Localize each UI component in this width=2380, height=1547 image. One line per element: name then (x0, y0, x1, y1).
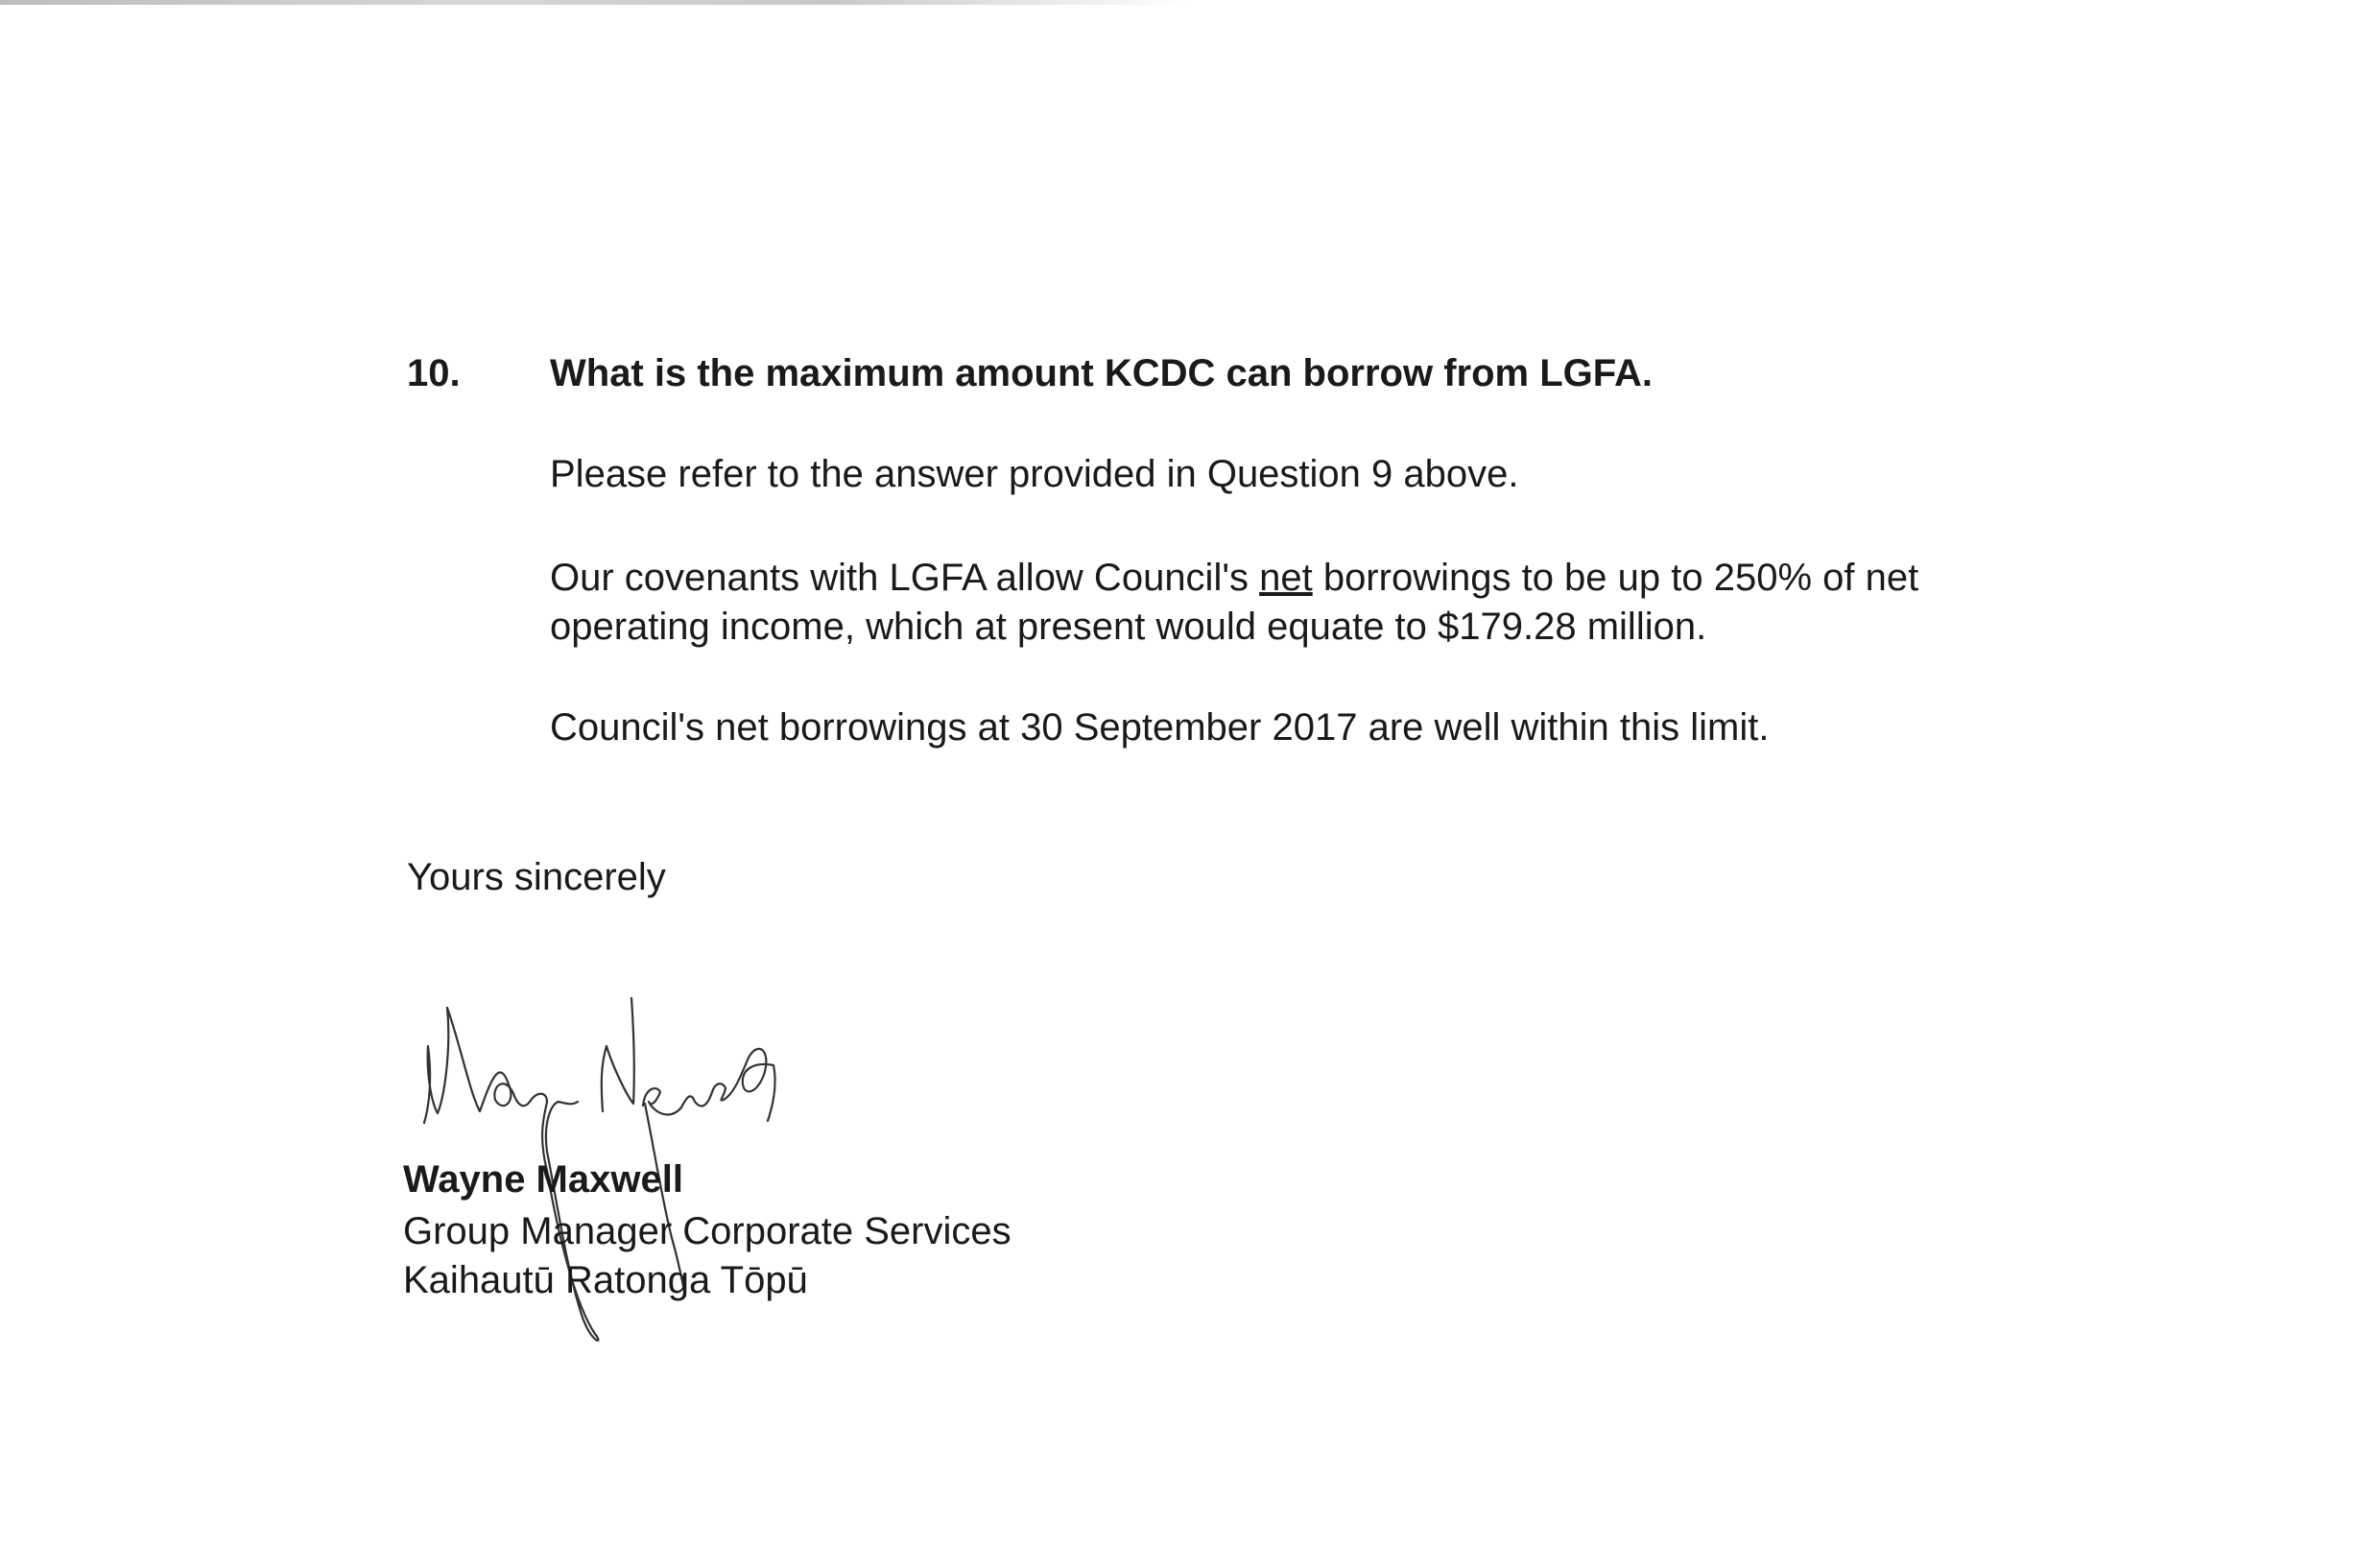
answer-paragraph-2-line-1 (550, 553, 1918, 603)
answer-paragraph-1: Please refer to the answer provided in Question 9 above. (550, 453, 1519, 495)
text: borrowings to be up to 250% of net (1312, 557, 1919, 599)
underlined-net: net (1259, 557, 1313, 599)
question-number: 10. (407, 352, 461, 394)
answer-paragraph-2-line-2: operating income, which at present would equate to $179.28 million. (550, 606, 1707, 648)
question-title: What is the maximum amount KCDC can borrow from LGFA. (550, 352, 1653, 394)
text: Our covenants with LGFA allow Council's (550, 557, 1260, 599)
signatory-title-maori: Kaihautū Ratonga Tōpū (403, 1259, 808, 1301)
closing: Yours sincerely (407, 856, 666, 898)
answer-paragraph-3: Council's net borrowings at 30 September 2017 are well within this limit. (550, 706, 1770, 749)
scan-edge-line (0, 0, 1190, 5)
signatory-name: Wayne Maxwell (403, 1158, 683, 1201)
signatory-title: Group Manager Corporate Services (403, 1210, 1012, 1252)
